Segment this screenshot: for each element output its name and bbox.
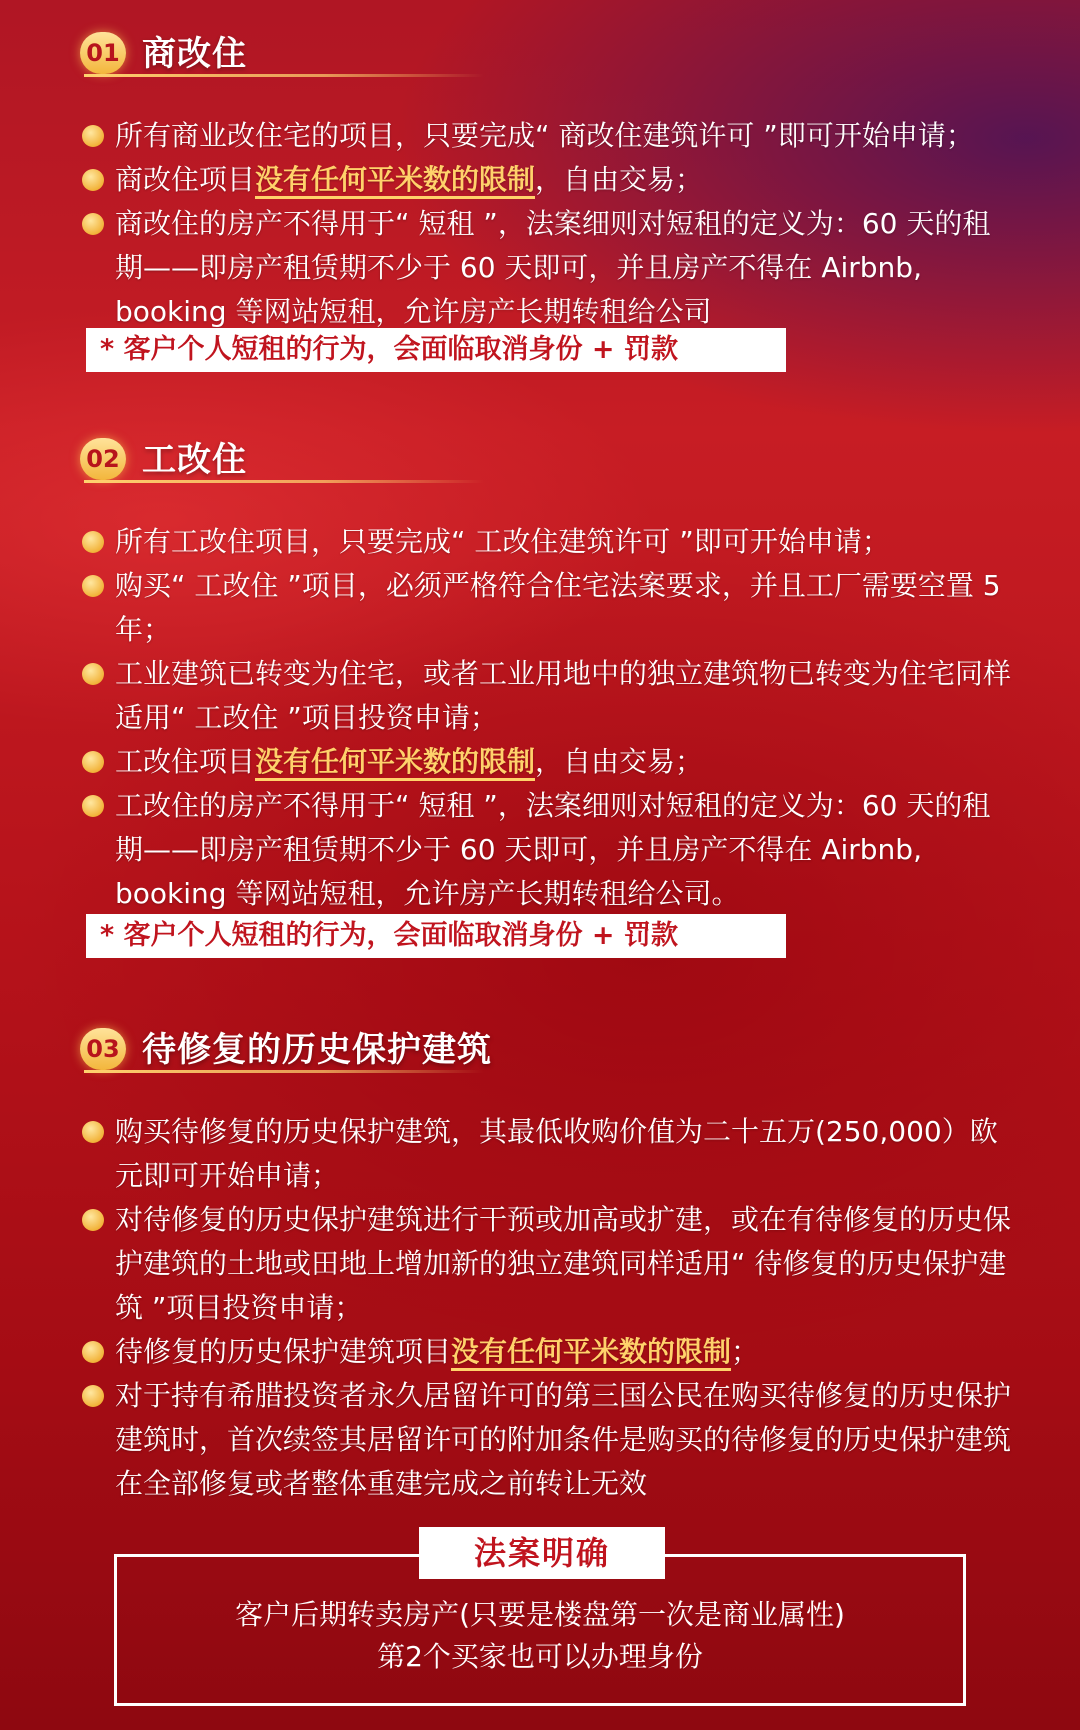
bullet-text-pre: 商改住项目 — [115, 163, 256, 196]
law-box-line-2: 第2个买家也可以办理身份 — [377, 1640, 703, 1673]
bullet-text: 对待修复的历史保护建筑进行干预或加高或扩建，或在有待修复的历史保护建筑的土地或田地上增加新的独立建筑同样适用“ 待修复的历史保护建筑 ”项目投资申请； — [115, 1203, 1012, 1324]
bullet-dot-icon — [82, 1121, 104, 1143]
bullet-item — [0, 784, 1015, 916]
bullet-item — [0, 652, 1015, 740]
bullet-item — [0, 564, 1015, 652]
bullet-text-post: ，自由交易； — [535, 163, 704, 196]
bullet-dot-icon — [82, 531, 104, 553]
bullet-dot-icon — [82, 1385, 104, 1407]
highlight-text: 没有任何平米数的限制 — [255, 163, 535, 199]
section-title: 待修复的历史保护建筑 — [142, 1030, 492, 1070]
bullet-item — [0, 1330, 1015, 1374]
section-underline — [84, 74, 484, 77]
bullet-dot-icon — [82, 213, 104, 235]
bullet-text: 购买待修复的历史保护建筑，其最低收购价值为二十五万(250,000）欧元即可开始申请； — [115, 1115, 998, 1192]
bullet-text-post: ，自由交易； — [535, 745, 704, 778]
bullet-text-pre: 待修复的历史保护建筑项目 — [115, 1335, 452, 1368]
section-gonggaizhu — [0, 430, 1080, 951]
bullet-dot-icon — [82, 751, 104, 773]
bullet-item — [0, 740, 1015, 784]
bullet-dot-icon — [82, 575, 104, 597]
bullet-list — [0, 1110, 1080, 1506]
law-clarification-box — [114, 1534, 966, 1706]
bullet-text: 所有工改住项目，只要完成“ 工改住建筑许可 ”即可开始申请； — [115, 525, 890, 558]
section-shanggaizhu — [0, 24, 1080, 365]
section-title: 工改住 — [142, 440, 247, 480]
bullet-text: 工改住的房产不得用于“ 短租 ”，法案细则对短租的定义为：60 天的租期——即房产租赁期不少于 60 天即可，并且房产不得在 Airbnb, booking 等网站短租，允许房产长期转租给公司。 — [115, 789, 991, 910]
section-header — [0, 430, 1080, 490]
law-box-line-1: 客户后期转卖房产(只要是楼盘第一次是商业属性) — [235, 1598, 845, 1631]
section-title: 商改住 — [142, 34, 247, 74]
bullet-list — [0, 114, 1080, 334]
bullet-text: 商改住的房产不得用于“ 短租 ”，法案细则对短租的定义为：60 天的租期——即房产租赁期不少于 60 天即可，并且房产不得在 Airbnb, booking 等网站短租，允许房产长期转租给公司 — [115, 207, 991, 328]
bullet-item — [0, 1110, 1015, 1198]
bullet-item — [0, 158, 1015, 202]
bullet-item — [0, 1198, 1015, 1330]
bullet-list — [0, 520, 1080, 916]
section-header — [0, 24, 1080, 84]
section-underline — [84, 1070, 484, 1073]
bullet-item — [0, 202, 1015, 334]
bullet-text: 工业建筑已转变为住宅，或者工业用地中的独立建筑物已转变为住宅同样适用“ 工改住 ”项目投资申请； — [115, 657, 1012, 734]
bullet-item — [0, 114, 1015, 158]
section-number-badge: 02 — [80, 438, 126, 480]
note-box: * 客户个人短租的行为，会面临取消身份 + 罚款 — [86, 914, 786, 958]
bullet-text-pre: 工改住项目 — [115, 745, 256, 778]
section-historic-buildings — [0, 1020, 1080, 1506]
highlight-text: 没有任何平米数的限制 — [255, 745, 535, 781]
bullet-dot-icon — [82, 663, 104, 685]
bullet-dot-icon — [82, 1341, 104, 1363]
note-box: * 客户个人短租的行为，会面临取消身份 + 罚款 — [86, 328, 786, 372]
bullet-item — [0, 520, 1015, 564]
bullet-dot-icon — [82, 1209, 104, 1231]
bullet-dot-icon — [82, 795, 104, 817]
section-number-badge: 01 — [80, 32, 126, 74]
bullet-text-post: ； — [731, 1335, 760, 1368]
bullet-text: 对于持有希腊投资者永久居留许可的第三国公民在购买待修复的历史保护建筑时，首次续签其居留许可的附加条件是购买的待修复的历史保护建筑在全部修复或者整体重建完成之前转让无效 — [115, 1379, 1012, 1500]
bullet-dot-icon — [82, 125, 104, 147]
section-number-badge: 03 — [80, 1028, 126, 1070]
bullet-text: 所有商业改住宅的项目，只要完成“ 商改住建筑许可 ”即可开始申请； — [115, 119, 974, 152]
bullet-text: 购买“ 工改住 ”项目，必须严格符合住宅法案要求，并且工厂需要空置 5 年； — [115, 569, 1001, 646]
highlight-text: 没有任何平米数的限制 — [451, 1335, 731, 1371]
bullet-dot-icon — [82, 169, 104, 191]
law-box-title: 法案明确 — [419, 1527, 665, 1579]
section-header — [0, 1020, 1080, 1080]
bullet-item — [0, 1374, 1015, 1506]
section-underline — [84, 480, 484, 483]
